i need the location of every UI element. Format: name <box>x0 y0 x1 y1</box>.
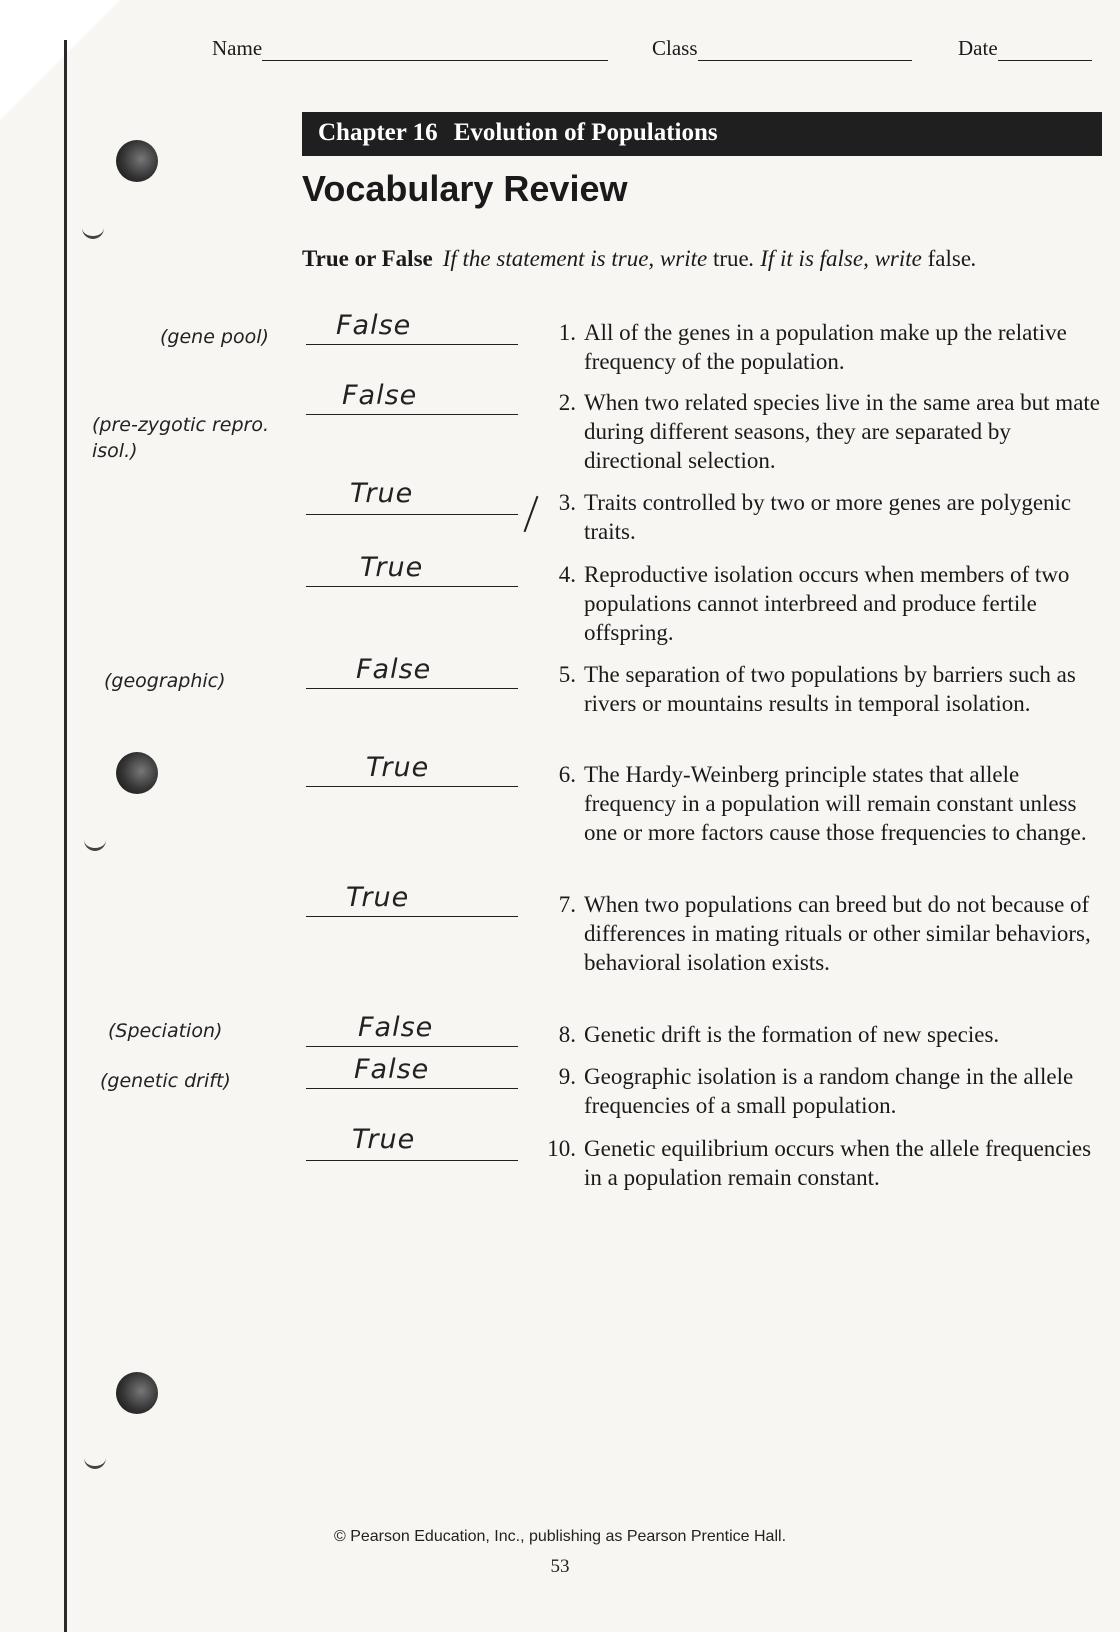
hole-notch-top <box>82 222 104 239</box>
question-item-8 <box>540 1020 1100 1049</box>
margin-note-9: (genetic drift) <box>100 1070 231 1092</box>
instructions-word-true: true <box>712 246 749 271</box>
answer-blank-1[interactable] <box>306 344 518 345</box>
question-number: 7. <box>558 892 576 917</box>
instructions-word-false: false <box>927 246 972 271</box>
question-text: The Hardy-Weinberg principle states that allele frequency in a population will remain constant unless one or more factors cause those frequencies to change. <box>584 762 1087 845</box>
question-text: Genetic drift is the formation of new species. <box>584 1022 1000 1047</box>
handwritten-answer-6: True <box>366 752 430 783</box>
instructions-part2: . If it is false, write <box>748 246 928 271</box>
question-number: 9. <box>558 1064 576 1089</box>
binder-hole-middle <box>116 752 158 794</box>
banner-rule <box>302 154 1102 156</box>
instructions-part1: If the statement is true, write <box>442 246 713 271</box>
date-field <box>958 36 1092 61</box>
question-text: Geographic isolation is a random change in the allele frequencies of a small population. <box>584 1064 1074 1118</box>
question-item-9 <box>540 1062 1100 1120</box>
question-number: 8. <box>558 1022 576 1047</box>
check-mark <box>524 496 539 532</box>
question-number: 5. <box>558 662 576 687</box>
date-label: Date <box>958 36 998 60</box>
margin-note-2: (pre-zygotic repro. isol.) <box>92 414 269 462</box>
question-item-2 <box>540 388 1100 475</box>
question-number: 6. <box>558 762 576 787</box>
question-text: All of the genes in a population make up the relative frequency of the population. <box>584 320 1067 374</box>
question-item-10 <box>540 1134 1100 1192</box>
answer-blank-9[interactable] <box>306 1088 518 1089</box>
answer-blank-5[interactable] <box>306 688 518 689</box>
page-left-edge <box>64 40 67 1632</box>
instructions <box>302 244 1092 274</box>
answer-blank-3[interactable] <box>306 514 518 515</box>
question-text: Traits controlled by two or more genes are polygenic traits. <box>584 490 1072 544</box>
instructions-label: True or False <box>302 246 433 271</box>
handwritten-answer-1: False <box>336 310 412 341</box>
date-blank[interactable] <box>998 60 1092 61</box>
handwritten-answer-3: True <box>350 478 414 509</box>
instructions-text <box>443 246 977 271</box>
question-text: Genetic equilibrium occurs when the allele frequencies in a population remain constant. <box>584 1136 1092 1190</box>
question-item-6 <box>540 760 1100 847</box>
margin-note-1: (gene pool) <box>160 326 269 348</box>
class-blank[interactable] <box>698 60 912 61</box>
chapter-title: Evolution of Populations <box>453 119 718 146</box>
question-number: 3. <box>558 490 576 515</box>
hole-notch-middle <box>84 834 106 851</box>
handwritten-answer-9: False <box>354 1054 430 1085</box>
question-item-4 <box>540 560 1100 647</box>
answer-blank-6[interactable] <box>306 786 518 787</box>
page-number: 53 <box>550 1556 570 1577</box>
question-item-5 <box>540 660 1100 718</box>
question-text: When two related species live in the same area but mate during different seasons, they are separated by directional selection. <box>584 390 1101 473</box>
instructions-part3: . <box>971 246 977 271</box>
answer-blank-4[interactable] <box>306 586 518 587</box>
question-text: Reproductive isolation occurs when members of two populations cannot interbreed and produce fertile offspring. <box>584 562 1070 645</box>
question-text: The separation of two populations by barriers such as rivers or mountains results in temporal isolation. <box>584 662 1076 716</box>
handwritten-answer-5: False <box>356 654 432 685</box>
question-number: 4. <box>558 562 576 587</box>
page-title: Vocabulary Review <box>302 168 628 209</box>
question-text: When two populations can breed but do not because of differences in mating rituals or other similar behaviors, behavioral isolation exists. <box>584 892 1091 975</box>
folded-corner <box>0 0 120 120</box>
handwritten-answer-8: False <box>358 1012 434 1043</box>
chapter-number: Chapter 16 <box>318 119 438 146</box>
hole-notch-bottom <box>84 1452 106 1469</box>
handwritten-answer-2: False <box>342 380 418 411</box>
class-label: Class <box>652 36 698 60</box>
name-label: Name <box>212 36 263 60</box>
margin-note-8: (Speciation) <box>108 1020 223 1042</box>
question-item-3 <box>540 488 1100 546</box>
handwritten-answer-7: True <box>346 882 410 913</box>
question-item-7 <box>540 890 1100 977</box>
question-number: 10. <box>547 1136 576 1161</box>
margin-note-5: (geographic) <box>104 670 226 692</box>
binder-hole-bottom <box>116 1372 158 1414</box>
handwritten-answer-4: True <box>360 552 424 583</box>
name-blank[interactable] <box>262 60 608 61</box>
class-field <box>652 36 912 61</box>
name-field <box>212 36 608 61</box>
answer-blank-2[interactable] <box>306 414 518 415</box>
answer-blank-7[interactable] <box>306 916 518 917</box>
binder-hole-top <box>116 140 158 182</box>
question-item-1 <box>540 318 1100 376</box>
chapter-banner <box>302 112 1102 154</box>
handwritten-answer-10: True <box>352 1124 416 1155</box>
question-number: 2. <box>558 390 576 415</box>
copyright-footer: © Pearson Education, Inc., publishing as Pearson Prentice Hall. <box>333 1528 787 1545</box>
question-number: 1. <box>558 320 576 345</box>
answer-blank-10[interactable] <box>306 1160 518 1161</box>
answer-blank-8[interactable] <box>306 1046 518 1047</box>
